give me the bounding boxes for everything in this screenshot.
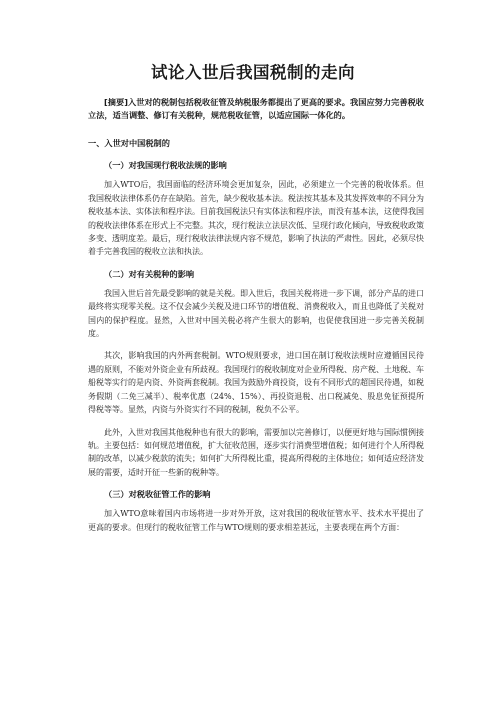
document-title: 试论入世后我国税制的走向	[151, 63, 355, 82]
paragraph: 我国入世后首先最受影响的就是关税。即入世后，我国关税将进一步下调，部分产品的进口最终将实现零关税。这不仅会减少关税及进口环节的增值税、消费税收入，而且也降低了关税对国内的保护程度。显然，入世对中国关税必将产生很大的影响，也促使我国进一步完善关税制度。	[88, 288, 424, 339]
paragraph: 其次，影响我国的内外两套税制。WTO规则要求，进口国在制订税收法规时应遵循国民待遇的原则，不能对外资企业有所歧视。我国现行的税收制度对企业所得税、房产税、土地税、车船税等实行的是内资、外资两套税制。我国为鼓励外商投资，设有不同形式的超国民待遇，如税务假期（二免三减半）、税率优惠（24%、15%）、再投资退税、出口税减免、股息免征预提所得税等等。显然，内资与外资实行不同的税制，税负不公平。	[88, 351, 424, 415]
section-heading: 一、入世对中国税制的	[88, 138, 170, 149]
subsection-heading-1: （一）对我国现行税收法规的影响	[104, 160, 227, 171]
subsection-heading-2: （二）对有关税种的影响	[104, 268, 195, 279]
abstract: [摘要]入世对的税制包括税收征管及纳税服务都提出了更高的要求。我国应努力完善税收立法，适当调整、修订有关税种，规范税收征管，以适应国际一体化的。	[88, 97, 424, 121]
paragraph: 此外，入世对我国其他税种也有很大的影响，需要加以完善修订，以便更好地与国际惯例接轨。主要包括：如何规范增值税，扩大征收范围，逐步实行消费型增值税；如何进行个人所得税制的改革，以减少税款的流失；如何扩大所得税比重，提高所得税的主体地位；如何适应经济发展的需要，适时开征一些新的税种等。	[88, 427, 424, 477]
subsection-heading-3: （三）对税收征管工作的影响	[104, 489, 211, 500]
paragraph: 加入WTO后，我国面临的经济环境会更加复杂，因此，必须建立一个完善的税收体系。但我国税收法律体系仍存在缺陷。首先，缺少税收基本法。税法按其基本及其发挥效率的不同分为税收基本法、实体法和程序法。目前我国税法只有实体法和程序法，而没有基本法，这使得我国的税收法律体系在形式上不完整。其次，现行税法立法层次低、呈现行政化倾向，导致税收政策多变、透明度差。最后，现行税收法律法规内容不规范，影响了执法的严肃性。因此，必须尽快着手完善我国的税收立法和执法。	[88, 180, 424, 257]
paragraph: 加入WTO意味着国内市场将进一步对外开放，这对我国的税收征管水平、技术水平提出了更高的要求。但现行的税收征管工作与WTO规则的要求相差甚远，主要表现在两个方面：	[88, 509, 424, 532]
